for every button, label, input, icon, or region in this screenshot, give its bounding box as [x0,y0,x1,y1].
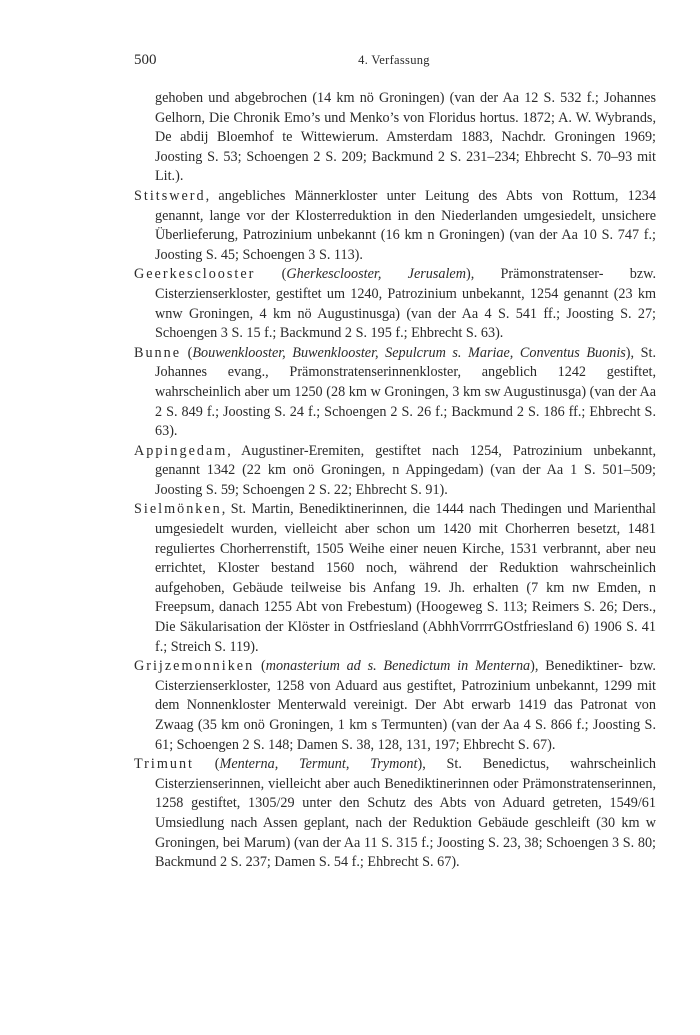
entry-alt-names: monasterium ad s. Benedictum in Menterna [265,658,531,675]
entry-text: ), Benediktiner- bzw. Cisterzienserkloster, 1258 von Aduard aus gestiftet, Patrozinium unbekannt, 1299 mit dem Nonnenkloster Menterwald vereinigt. Der Abt erwarb 1419 das Patronat von Zwaag (35 km onö Groningen, 1 km s Termunten) (van der Aa 4 S. 866 f.; Joosting S. 61; Schoengen 2 S. 148; Damen S. 38, 128, 131, 197; Ehbrecht S. 67). [155,658,656,753]
entry-bunne [134,344,656,442]
entry-sielmoenken [134,500,656,657]
entry-geerkesclooster [134,265,656,343]
page-body [134,89,656,873]
entry-text: , Augustiner-Eremiten, gestiftet nach 1254, Patrozinium unbekannt, genannt 1342 (22 km onö Groningen, n Appingedam) (van der Aa 1 S. 501–509; Joosting S. 59; Schoengen 2 S. 22; Ehbrecht S. 91). [155,442,656,498]
entry-continuation [134,89,656,187]
page-header [134,52,654,72]
entry-lemma: Appingedam [134,442,228,459]
entry-lemma: Geerkesclooster [134,266,256,283]
entry-lemma: Bunne [134,344,182,361]
page-number: 500 [134,52,157,68]
entry-trimunt [134,755,656,873]
entry-lemma: Grijzemonniken [134,658,255,675]
entry-paren: ( [254,658,266,675]
entry-text: , angebliches Männerkloster unter Leitung des Abts von Rottum, 1234 genannt, lange vor der Klosterreduktion in den Niederlanden umgesiedelt, unsichere Überlieferung, Patrozinium unbekannt (16 km n Groningen) (van der Aa 10 S. 747 f.; Joosting S. 45; Schoengen 3 S. 113). [155,187,656,263]
running-head: 4. Verfassung [358,53,430,67]
entry-text: ), St. Benedictus, wahrscheinlich Cisterzienserinnen, vielleicht aber auch Benediktinerinnen oder Prämonstratenserinnen, 1258 gestiftet, 1305/29 unter den Schutz des Abts von Aduard getreten, 1549/61 Umsiedlung nach Assen geplant, nach der Reduktion Gebäude geschleift (30 km w Groningen, bei Marum) (van der Aa 11 S. 315 f.; Joosting S. 23, 38; Schoengen 3 S. 80; Backmund 2 S. 237; Damen S. 54 f.; Ehbrecht S. 67). [155,756,656,871]
entry-lemma: Stitswerd [134,187,206,204]
entry-alt-names: Menterna, Termunt, Trymont [219,756,418,773]
entry-appingedam [134,442,656,501]
entry-paren: ( [194,756,220,773]
entry-paren: ( [181,344,193,361]
entry-stitswerd [134,187,656,265]
entry-text: ), St. Johannes evang., Prämonstratenserinnenkloster, angeblich 1242 gestiftet, wahrscheinlich aber um 1250 (28 km w Groningen, 3 km sw Augustinusga) (van der Aa 2 S. 849 f.; Joosting S. 24 f.; Schoengen 2 S. 26 f.; Backmund 2 S. 186 ff.; Ehbrecht S. 63). [155,344,656,440]
entry-alt-names: Gherkesclooster, Jerusalem [286,266,466,283]
entry-alt-names: Bouwenklooster, Buwenklooster, Sepulcrum s. Mariae, Conventus Buonis [192,344,626,361]
entry-lemma: Sielmönken [134,501,222,518]
entry-paren: ( [255,266,287,283]
entry-text: , St. Martin, Benediktinerinnen, die 1444 nach Thedingen und Marienthal umgesiedelt wurden, vielleicht aber schon um 1420 mit Chorherren besetzt, 1481 reguliertes Chorherrenstift, 1505 Weihe einer neuen Kirche, 1531 verbrannt, aber neu errichtet, Kloster bestand 1560 noch, während der Reduktion wahrscheinlich aufgehoben, Gebäude teilweise bis Anfang 19. Jh. erhalten (7 km nw Emden, n Freepsum, danach 1255 Abt von Frebestum) (Hoogeweg S. 113; Reimers S. 26; Ders., Die Säkularisation der Klöster in Ostfriesland (AbhhVorrrrGOstfriesland 6) 1906 S. 41 f.; Streich S. 119). [155,501,656,655]
entry-text: gehoben und abgebrochen (14 km nö Groningen) (van der Aa 12 S. 532 f.; Johannes Gelhorn, Die Chronik Emo’s und Menko’s von Floridus hortus. 1872; A. W. Wybrands, De abdij Bloemhof te Wittewierum. Amsterdam 1883, Nachdr. Groningen 1969; Joosting S. 53; Schoengen 2 S. 209; Backmund 2 S. 231–234; Ehbrecht S. 70–93 mit Lit.). [155,90,656,185]
entry-grijzemonniken [134,657,656,755]
entry-text: ), Prämonstratenser- bzw. Cisterzienserkloster, gestiftet um 1240, Patrozinium unbekannt, 1254 genannt (23 km wnw Groningen, 4 km nö Augustinusga) (van der Aa 4 S. 541 ff.; Joosting S. 27; Schoengen 3 S. 15 f.; Backmund 2 S. 195 f.; Ehbrecht S. 63). [155,266,657,342]
entry-lemma: Trimunt [134,756,194,773]
